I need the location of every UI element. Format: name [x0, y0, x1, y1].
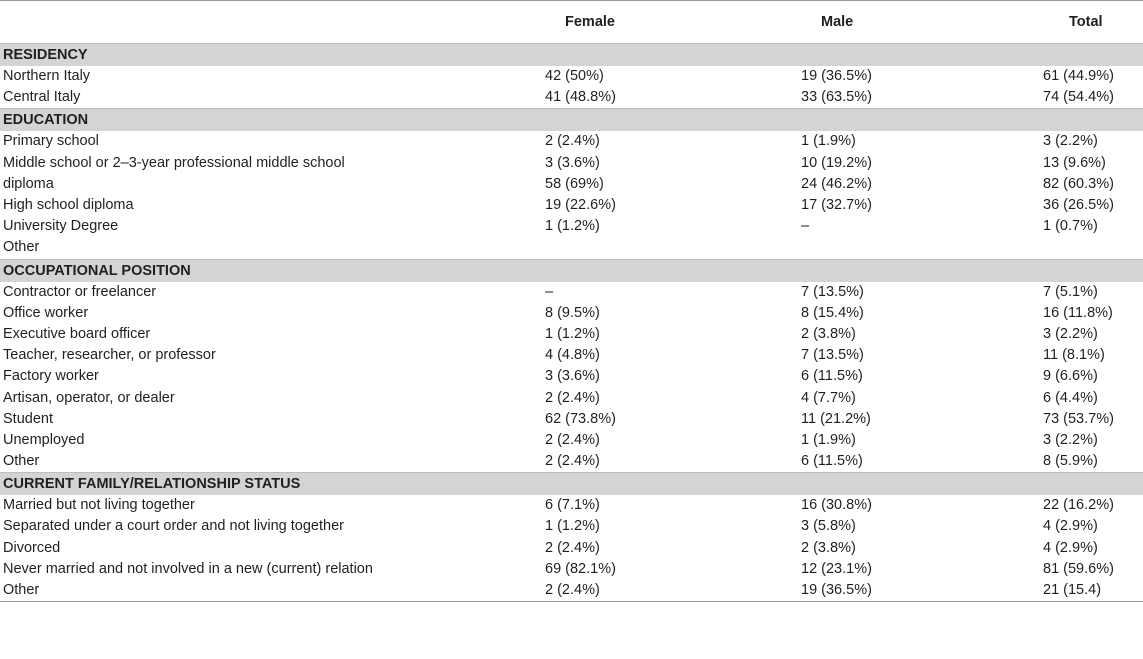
row-label: Primary school: [3, 133, 99, 150]
section-title: CURRENT FAMILY/RELATIONSHIP STATUS: [0, 473, 1143, 496]
cell-female: 58 (69%): [545, 175, 604, 192]
cell-total: 82 (60.3%): [1043, 175, 1114, 192]
table-row: [0, 216, 1143, 237]
row-label: Student: [3, 410, 53, 427]
cell-female: 3 (3.6%): [545, 368, 600, 385]
table-row: [0, 195, 1143, 216]
table-row: [0, 366, 1143, 387]
cell-female: 2 (2.4%): [545, 389, 600, 406]
cell-female: 1 (1.2%): [545, 518, 600, 535]
row-label: Divorced: [3, 539, 61, 556]
table-row: [0, 66, 1143, 87]
cell-total: [964, 237, 1143, 259]
row-label: Middle school or 2–3-year professional middle school: [3, 154, 345, 171]
cell-male: 4 (7.7%): [801, 389, 856, 406]
table-row: [0, 409, 1143, 430]
cell-female: 62 (73.8%): [545, 410, 616, 427]
cell-total: 11 (8.1%): [1043, 347, 1105, 364]
cell-female: 4 (4.8%): [545, 347, 600, 364]
cell-total: 9 (6.6%): [1043, 368, 1098, 385]
row-label: diploma: [3, 175, 54, 192]
header-male: Male: [718, 1, 964, 44]
section-title: OCCUPATIONAL POSITION: [0, 259, 1143, 282]
cell-total: 3 (2.2%): [1043, 133, 1098, 150]
row-label: Other: [3, 239, 40, 256]
cell-male: –: [801, 218, 810, 235]
cell-total: 13 (9.6%): [1043, 154, 1106, 171]
cell-female: 1 (1.2%): [545, 325, 600, 342]
cell-female: 41 (48.8%): [545, 89, 616, 106]
table-row: [0, 538, 1143, 559]
cell-total: 8 (5.9%): [1043, 453, 1098, 470]
cell-male: [718, 237, 964, 259]
cell-male: 6 (11.5%): [801, 453, 863, 470]
section-header-row: [0, 109, 1143, 132]
cell-total: 6 (4.4%): [1043, 389, 1098, 406]
cell-male: 19 (36.5%): [801, 68, 872, 85]
row-label: University Degree: [3, 218, 119, 235]
table-body: [0, 44, 1143, 602]
cell-total: 7 (5.1%): [1043, 283, 1098, 300]
table-row: [0, 387, 1143, 408]
row-label: Married but not living together: [3, 497, 195, 514]
cell-total: 73 (53.7%): [1043, 410, 1114, 427]
cell-total: 4 (2.9%): [1043, 518, 1098, 535]
table-row: [0, 282, 1143, 303]
cell-male: 6 (11.5%): [801, 368, 863, 385]
cell-male: 7 (13.5%): [801, 283, 864, 300]
cell-female: 8 (9.5%): [545, 304, 600, 321]
row-label: Northern Italy: [3, 68, 91, 85]
cell-male: 8 (15.4%): [801, 304, 864, 321]
cell-male: 11 (21.2%): [801, 410, 871, 427]
table-header: [0, 1, 1143, 44]
row-label: Separated under a court order and not living together: [3, 518, 344, 535]
cell-total: 16 (11.8%): [1043, 304, 1113, 321]
cell-female: –: [545, 283, 554, 300]
cell-male: 33 (63.5%): [801, 89, 872, 106]
section-title: EDUCATION: [0, 109, 1143, 132]
cell-male: 2 (3.8%): [801, 539, 856, 556]
section-title: RESIDENCY: [0, 44, 1143, 67]
table-row: [0, 153, 1143, 174]
table-row: [0, 237, 1143, 259]
table-row: [0, 516, 1143, 537]
cell-female: 2 (2.4%): [470, 580, 718, 602]
cell-female: 42 (50%): [545, 68, 604, 85]
cell-female: 19 (22.6%): [545, 197, 616, 214]
table-row: [0, 430, 1143, 451]
row-label: Other: [3, 453, 40, 470]
cell-total: 3 (2.2%): [1043, 431, 1098, 448]
cell-total: 81 (59.6%): [1043, 560, 1114, 577]
row-label: Executive board officer: [3, 325, 151, 342]
cell-total: 4 (2.9%): [1043, 539, 1098, 556]
cell-female: 2 (2.4%): [545, 431, 600, 448]
cell-female: 3 (3.6%): [545, 154, 600, 171]
cell-male: 12 (23.1%): [801, 560, 872, 577]
table-row: [0, 580, 1143, 602]
table-row: [0, 174, 1143, 195]
row-label: Teacher, researcher, or professor: [3, 347, 216, 364]
table-row: [0, 451, 1143, 473]
cell-male: 16 (30.8%): [801, 497, 872, 514]
row-label: Artisan, operator, or dealer: [3, 389, 175, 406]
table-row: [0, 559, 1143, 580]
cell-total: 22 (16.2%): [1043, 497, 1114, 514]
row-label: Factory worker: [3, 368, 99, 385]
row-label: Unemployed: [3, 431, 85, 448]
cell-male: 17 (32.7%): [801, 197, 872, 214]
cell-total: 74 (54.4%): [1043, 89, 1114, 106]
row-label: High school diploma: [3, 197, 134, 214]
section-header-row: [0, 44, 1143, 67]
row-label: Never married and not involved in a new (current) relation: [3, 560, 373, 577]
row-label: Central Italy: [3, 89, 81, 106]
cell-male: 19 (36.5%): [718, 580, 964, 602]
table-row: [0, 495, 1143, 516]
cell-total: 61 (44.9%): [1043, 68, 1114, 85]
table-row: [0, 345, 1143, 366]
cell-female: 2 (2.4%): [545, 453, 600, 470]
section-header-row: [0, 259, 1143, 282]
cell-male: 24 (46.2%): [801, 175, 872, 192]
cell-male: 10 (19.2%): [801, 154, 872, 171]
cell-total: 1 (0.7%): [1043, 218, 1098, 235]
cell-total: 36 (26.5%): [1043, 197, 1114, 214]
row-label: Office worker: [3, 304, 89, 321]
cell-male: 1 (1.9%): [801, 431, 856, 448]
cell-female: 1 (1.2%): [545, 218, 600, 235]
header-total: Total: [964, 1, 1143, 44]
cell-total: 21 (15.4): [964, 580, 1143, 602]
header-label-cell: [0, 1, 470, 44]
header-female: Female: [470, 1, 718, 44]
cell-male: 1 (1.9%): [801, 133, 856, 150]
section-header-row: [0, 473, 1143, 496]
table-row: [0, 303, 1143, 324]
cell-female: 69 (82.1%): [545, 560, 616, 577]
cell-female: [470, 237, 718, 259]
cell-female: 6 (7.1%): [545, 497, 600, 514]
table-row: [0, 324, 1143, 345]
cell-male: 7 (13.5%): [801, 347, 864, 364]
cell-female: 2 (2.4%): [545, 133, 600, 150]
table-row: [0, 131, 1143, 152]
cell-male: 2 (3.8%): [801, 325, 856, 342]
cell-female: 2 (2.4%): [545, 539, 600, 556]
row-label: Other: [0, 580, 470, 602]
cell-total: 3 (2.2%): [1043, 325, 1098, 342]
cell-male: 3 (5.8%): [801, 518, 856, 535]
table-row: [0, 87, 1143, 109]
row-label: Contractor or freelancer: [3, 283, 157, 300]
